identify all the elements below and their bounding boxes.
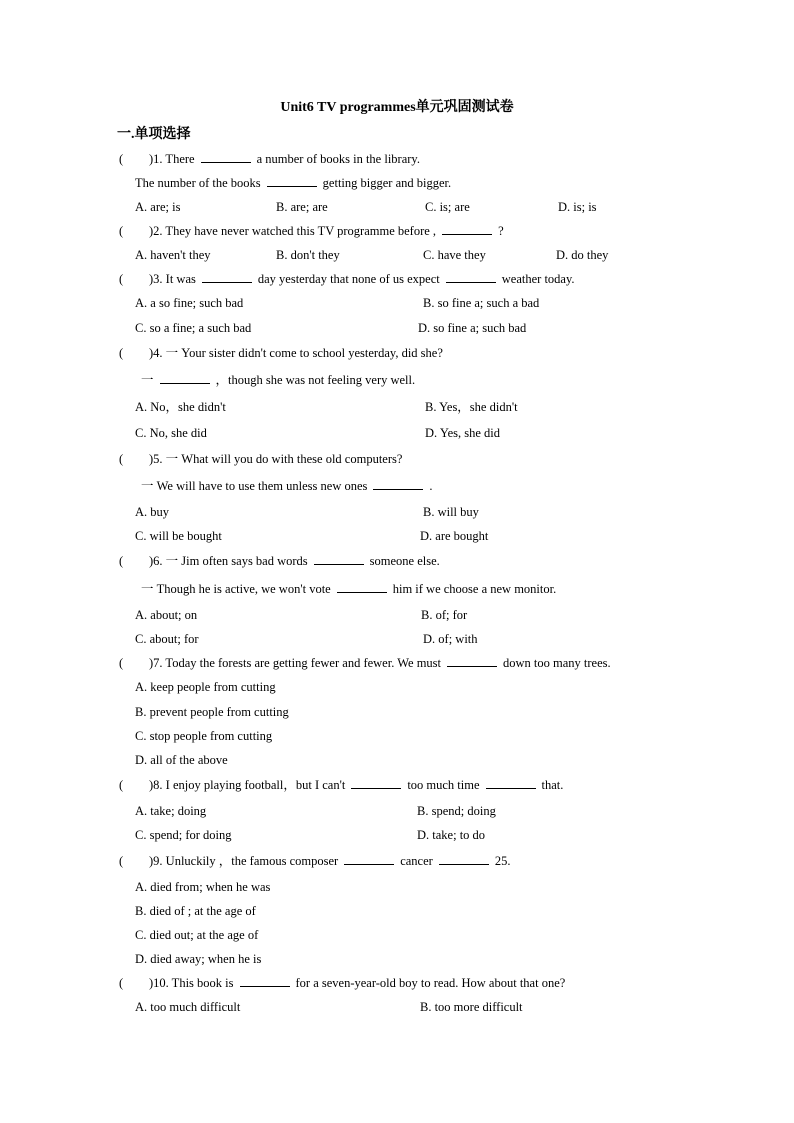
option-c: C. about; for: [135, 632, 199, 646]
question-text: )1. There: [149, 152, 195, 166]
question-text: 一 We will have to use them unless new ones: [141, 479, 368, 493]
question-text: down too many trees.: [503, 656, 611, 670]
option-d: D. of; with: [423, 632, 478, 646]
answer-blank: [486, 777, 536, 789]
question-text: )9. Unluckily ，the famous composer: [149, 854, 339, 868]
answer-blank: [447, 655, 497, 667]
question-text: him if we choose a new monitor.: [392, 582, 557, 596]
option-b: B. prevent people from cutting: [135, 705, 289, 719]
answer-paren: (: [119, 224, 124, 238]
answer-blank: [337, 581, 387, 593]
question-text: )7. Today the forests are getting fewer and fewer. We must: [149, 656, 442, 670]
question-text: )2. They have never watched this TV programme before ,: [149, 224, 437, 238]
question-text: The number of the books: [135, 176, 261, 190]
option-a: A. too much difficult: [135, 1000, 241, 1014]
answer-blank: [351, 777, 401, 789]
question-text: too much time: [407, 778, 480, 792]
question-text: for a seven-year-old boy to read. How about that one?: [295, 976, 566, 990]
option-a: A. buy: [135, 505, 170, 519]
answer-blank: [344, 853, 394, 865]
option-c: C. spend; for doing: [135, 828, 232, 842]
question-text: someone else.: [369, 554, 440, 568]
question-6-line-2: [141, 581, 556, 597]
option-b: B. Yes，she didn't: [425, 400, 518, 414]
option-a: A. are; is: [135, 200, 181, 214]
option-d: D. is; is: [558, 200, 597, 214]
option-a: A. about; on: [135, 608, 198, 622]
question-4: [119, 345, 443, 361]
option-d: D. died away; when he is: [135, 952, 262, 966]
option-d: D. Yes, she did: [425, 426, 501, 440]
option-c: C. died out; at the age of: [135, 928, 259, 942]
answer-paren: (: [119, 778, 124, 792]
answer-paren: (: [119, 554, 124, 568]
answer-paren: (: [119, 152, 124, 166]
question-text: )5. 一 What will you do with these old computers?: [149, 452, 403, 466]
question-text: a number of books in the library.: [256, 152, 420, 166]
answer-blank: [439, 853, 489, 865]
section-heading: 一.单项选择: [117, 127, 191, 142]
document-title: Unit6 TV programmes单元巩固测试卷: [280, 100, 514, 115]
answer-blank: [314, 553, 364, 565]
answer-paren: (: [119, 452, 124, 466]
question-text: day yesterday that none of us expect: [257, 272, 440, 286]
option-a: A. died from; when he was: [135, 880, 271, 894]
question-text: getting bigger and bigger.: [322, 176, 452, 190]
question-9: [119, 853, 510, 869]
option-d: D. take; to do: [417, 828, 486, 842]
question-1-line-2: [135, 175, 451, 191]
question-text: 一 Though he is active, we won't vote: [141, 582, 331, 596]
answer-blank: [446, 271, 496, 283]
answer-blank: [240, 975, 290, 987]
question-text: )8. I enjoy playing football，but I can't: [149, 778, 346, 792]
option-d: D. all of the above: [135, 753, 228, 767]
option-b: B. too more difficult: [420, 1000, 523, 1014]
option-c: C. so a fine; a such bad: [135, 321, 252, 335]
answer-paren: (: [119, 854, 124, 868]
answer-blank: [202, 271, 252, 283]
question-5: [119, 451, 402, 467]
option-c: C. stop people from cutting: [135, 729, 273, 743]
question-text: )6. 一 Jim often says bad words: [149, 554, 308, 568]
question-5-line-2: [141, 478, 433, 494]
question-text: weather today.: [501, 272, 575, 286]
option-b: B. so fine a; such a bad: [423, 296, 540, 310]
option-a: A. take; doing: [135, 804, 207, 818]
option-b: B. spend; doing: [417, 804, 496, 818]
question-2: [119, 223, 504, 239]
question-8: [119, 777, 563, 793]
option-a: A. keep people from cutting: [135, 680, 276, 694]
question-text: 25.: [494, 854, 511, 868]
answer-blank: [442, 223, 492, 235]
question-6: [119, 553, 440, 569]
option-b: B. are; are: [276, 200, 328, 214]
option-a: A. a so fine; such bad: [135, 296, 244, 310]
question-text: )3. It was: [149, 272, 196, 286]
answer-blank: [201, 151, 251, 163]
answer-paren: (: [119, 272, 124, 286]
answer-blank: [267, 175, 317, 187]
question-text: cancer: [400, 854, 433, 868]
option-a: A. haven't they: [135, 248, 211, 262]
answer-blank: [160, 372, 210, 384]
question-10: [119, 975, 565, 991]
question-3: [119, 271, 575, 287]
option-c: C. No, she did: [135, 426, 207, 440]
question-text: .: [429, 479, 433, 493]
option-d: D. so fine a; such bad: [418, 321, 527, 335]
answer-blank: [373, 478, 423, 490]
answer-paren: (: [119, 656, 124, 670]
option-c: C. have they: [423, 248, 486, 262]
option-b: B. will buy: [423, 505, 479, 519]
question-text: )10. This book is: [149, 976, 234, 990]
option-a: A. No，she didn't: [135, 400, 226, 414]
option-b: B. don't they: [276, 248, 340, 262]
question-1: [119, 151, 420, 167]
option-c: C. will be bought: [135, 529, 222, 543]
option-b: B. of; for: [421, 608, 468, 622]
option-d: D. are bought: [420, 529, 489, 543]
option-c: C. is; are: [425, 200, 470, 214]
answer-paren: (: [119, 976, 124, 990]
question-7: [119, 655, 611, 671]
answer-paren: (: [119, 346, 124, 360]
question-text: )4. 一 Your sister didn't come to school yesterday, did she?: [149, 346, 443, 360]
question-text: 一: [141, 373, 154, 387]
option-b: B. died of ; at the age of: [135, 904, 256, 918]
question-text: that.: [541, 778, 564, 792]
option-d: D. do they: [556, 248, 609, 262]
question-4-line-2: [141, 372, 415, 388]
question-text: ，though she was not feeling very well.: [215, 373, 416, 387]
question-text: ?: [498, 224, 504, 238]
